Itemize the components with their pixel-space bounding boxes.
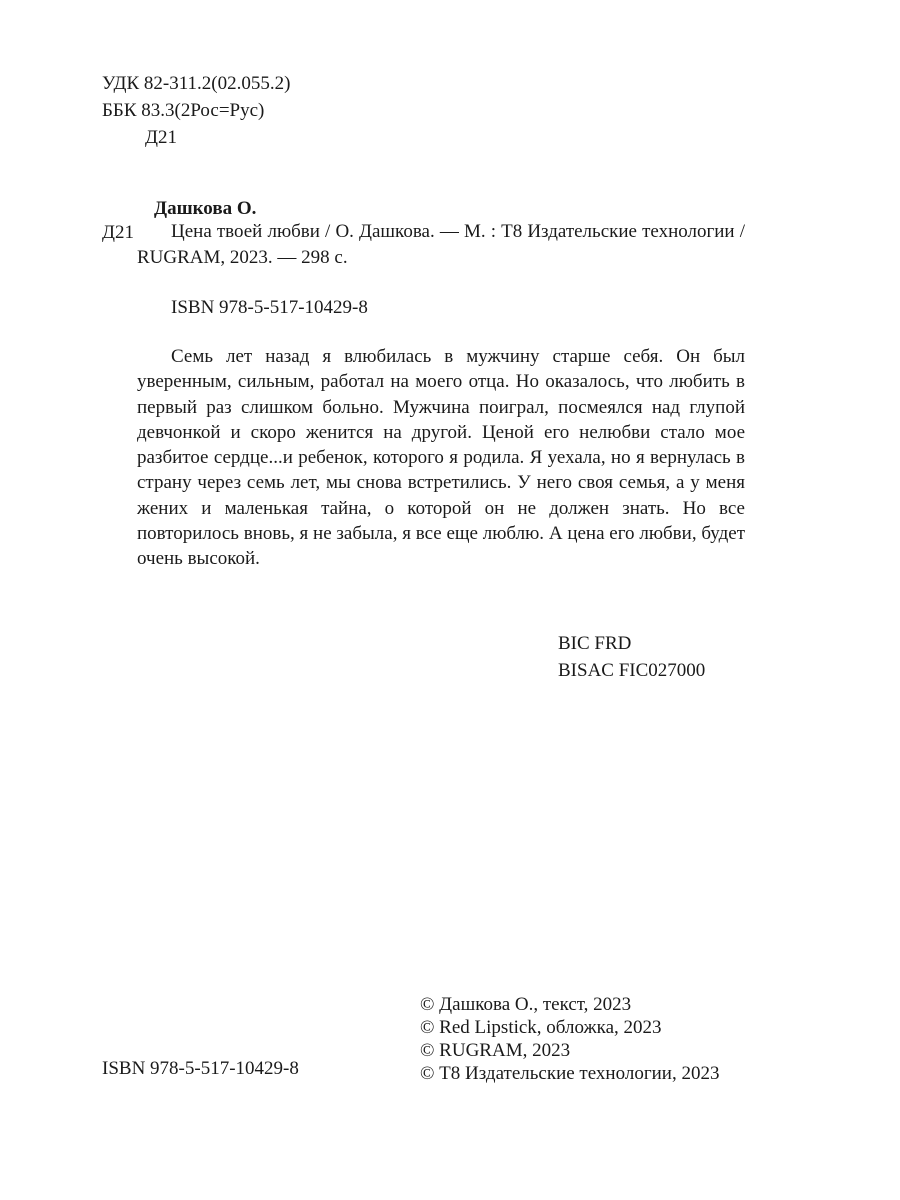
- author-heading: Дашкова О.: [154, 198, 257, 219]
- isbn-top: ISBN 978-5-517-10429-8: [171, 297, 368, 318]
- copyright-notices: [420, 993, 719, 1085]
- author-mark-left: Д21: [102, 222, 134, 243]
- subject-codes: [558, 630, 705, 684]
- copyright-line: © Дашкова О., текст, 2023: [420, 994, 632, 1015]
- annotation-text: Семь лет назад я влюбилась в мужчину старше себя. Он был уверенным, сильным, работал на моего отца. Но оказалось, что любить в первый раз слишком больно. Мужчина поиграл, посмеялся над глупой девчонкой и скоро женится на другой. Ценой его нелюбви стало мое разбитое сердце...и ребенок, которого я родила. Я уехала, но я вернулась в страну через семь лет, мы снова встретились. У него своя семья, а у меня жених и маленькая тайна, о которой он не должен знать. Но все повторилось вновь, я не забыла, я все еще люблю. А цена его любви, будет очень высокой.: [137, 346, 745, 570]
- bic-code: BIC FRD: [558, 633, 632, 654]
- bbk-code: ББК 83.3(2Рос=Рус): [102, 100, 265, 121]
- bisac-code: BISAC FIC027000: [558, 660, 706, 681]
- udk-code: УДК 82-311.2(02.055.2): [102, 73, 291, 94]
- author-mark: Д21: [145, 127, 177, 148]
- copyright-line: © Т8 Издательские технологии, 2023: [420, 1063, 720, 1084]
- copyright-line: © Red Lipstick, обложка, 2023: [420, 1017, 662, 1038]
- copyright-line: © RUGRAM, 2023: [420, 1040, 571, 1061]
- classification-block: [102, 70, 290, 151]
- bibliographic-description: Цена твоей любви / О. Дашкова. — М. : Т8 Издательские технологии / RUGRAM, 2023. — 298 с.: [137, 221, 745, 268]
- isbn-bottom: ISBN 978-5-517-10429-8: [102, 1058, 299, 1079]
